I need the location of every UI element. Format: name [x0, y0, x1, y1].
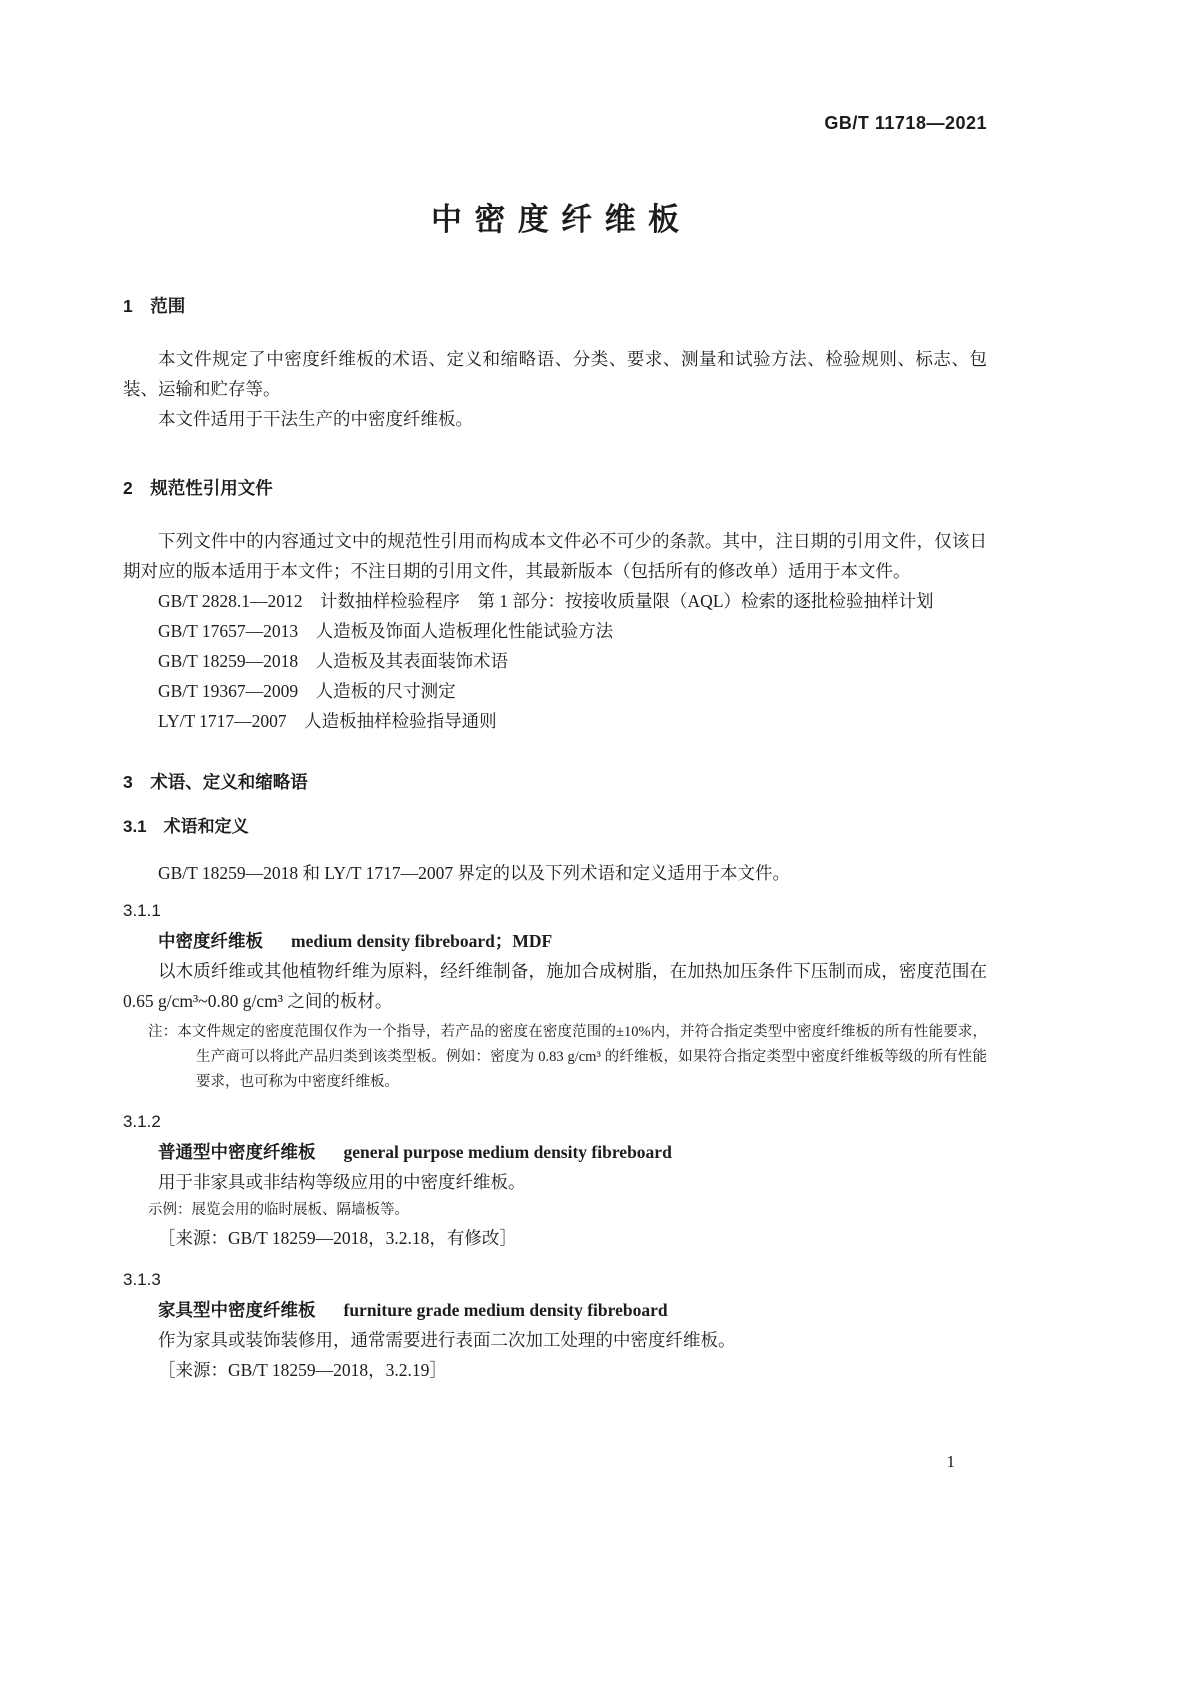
term-chinese: 中密度纤维板 — [158, 931, 263, 951]
reference-item-2: GB/T 17657—2013 人造板及饰面人造板理化性能试验方法 — [158, 621, 614, 641]
term-entry-number-3-1-3: 3.1.3 — [123, 1270, 161, 1289]
section-1-heading: 1 范围 — [123, 296, 186, 316]
reference-item-5: LY/T 1717—2007 人造板抽样检验指导通则 — [158, 711, 497, 731]
page-content — [123, 0, 987, 1385]
scope-paragraph-1: 本文件规定了中密度纤维板的术语、定义和缩略语、分类、要求、测量和试验方法、检验规则、标志、包装、运输和贮存等。 — [123, 349, 987, 399]
term-entry-number-3-1-1: 3.1.1 — [123, 901, 161, 920]
term-chinese: 普通型中密度纤维板 — [158, 1142, 316, 1162]
term-title-3-1-3 — [123, 1295, 987, 1325]
term-note-3-1-1: 注：本文件规定的密度范围仅作为一个指导，若产品的密度在密度范围的±10%内，并符合指定类型中密度纤维板的所有性能要求，生产商可以将此产品归类到该类型板。例如：密度为 0.83 g/cm³ 的纤维板，如果符合指定类型中密度纤维板等级的所有性能要求，也可称为中密度纤维板。 — [148, 1024, 987, 1090]
term-title-3-1-1 — [123, 926, 987, 956]
term-chinese: 家具型中密度纤维板 — [158, 1300, 316, 1320]
page-number: 1 — [946, 1452, 955, 1471]
references-intro: 下列文件中的内容通过文中的规范性引用而构成本文件必不可少的条款。其中，注日期的引用文件，仅该日期对应的版本适用于本文件；不注日期的引用文件，其最新版本（包括所有的修改单）适用于本文件。 — [123, 531, 987, 581]
term-title-3-1-2 — [123, 1137, 987, 1167]
term-source-3-1-3: ［来源：GB/T 18259—2018，3.2.19］ — [158, 1360, 447, 1380]
term-definition-3-1-1: 以木质纤维或其他植物纤维为原料，经纤维制备，施加合成树脂，在加热加压条件下压制而成，密度范围在 0.65 g/cm³~0.80 g/cm³ 之间的板材。 — [123, 961, 987, 1011]
term-example-3-1-2: 示例：展览会用的临时展板、隔墙板等。 — [148, 1202, 409, 1218]
reference-item-3: GB/T 18259—2018 人造板及其表面装饰术语 — [158, 651, 509, 671]
term-definition-3-1-2: 用于非家具或非结构等级应用的中密度纤维板。 — [158, 1172, 526, 1192]
section-3-heading: 3 术语、定义和缩略语 — [123, 772, 308, 792]
term-source-3-1-2: ［来源：GB/T 18259—2018，3.2.18，有修改］ — [158, 1228, 517, 1248]
term-english: general purpose medium density fibreboard — [343, 1142, 672, 1162]
document-title: 中密度纤维板 — [430, 202, 692, 237]
reference-item-1: GB/T 2828.1—2012 计数抽样检验程序 第 1 部分：按接收质量限（AQL）检索的逐批检验抽样计划 — [158, 591, 934, 611]
standard-code: GB/T 11718—2021 — [824, 113, 987, 133]
term-english: medium density fibreboard；MDF — [291, 931, 553, 951]
section-2-heading: 2 规范性引用文件 — [123, 478, 273, 498]
terms-intro: GB/T 18259—2018 和 LY/T 1717—2007 界定的以及下列术语和定义适用于本文件。 — [158, 863, 790, 883]
scope-paragraph-2: 本文件适用于干法生产的中密度纤维板。 — [158, 409, 473, 429]
reference-item-4: GB/T 19367—2009 人造板的尺寸测定 — [158, 681, 456, 701]
section-3-1-heading: 3.1 术语和定义 — [123, 817, 249, 836]
term-english: furniture grade medium density fibreboard — [343, 1300, 668, 1320]
term-entry-number-3-1-2: 3.1.2 — [123, 1112, 161, 1131]
term-definition-3-1-3: 作为家具或装饰装修用，通常需要进行表面二次加工处理的中密度纤维板。 — [158, 1330, 736, 1350]
